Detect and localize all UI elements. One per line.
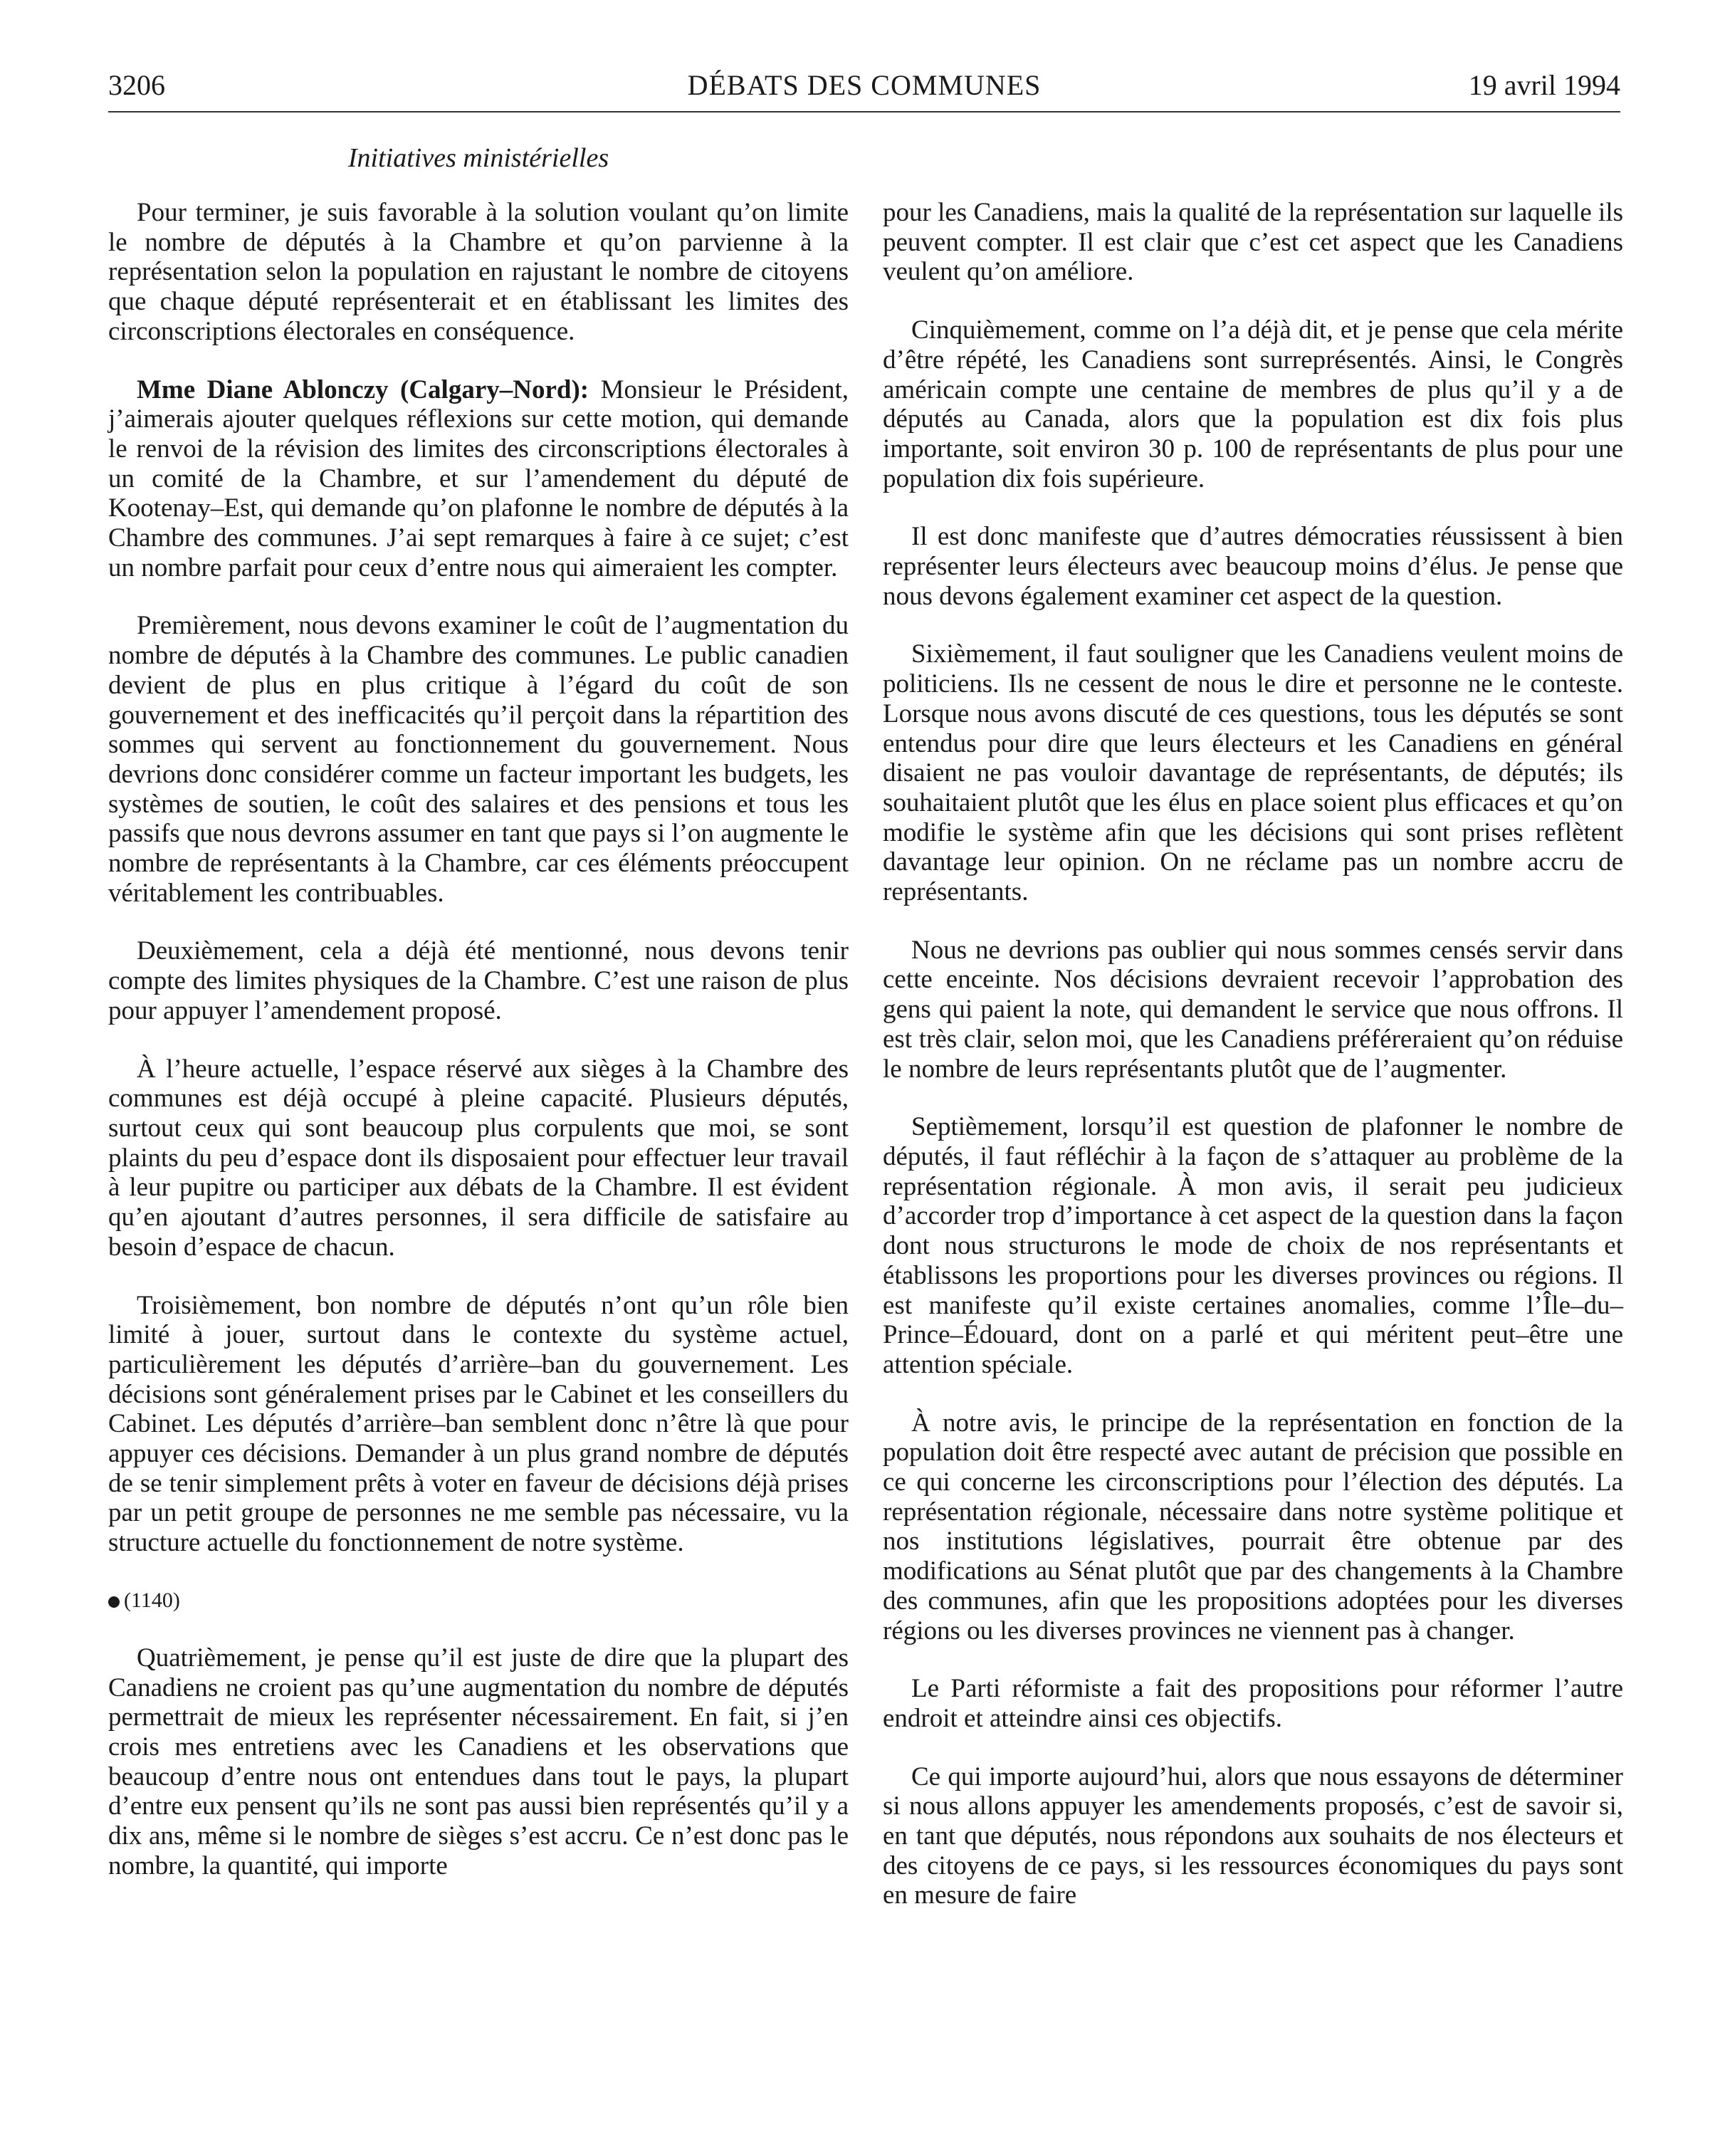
paragraph: À l’heure actuelle, l’espace réservé aux sièges à la Chambre des communes est déjà occupé à pleine capacité. Plusieurs députés, surtout ceux qui sont beaucoup plus corpulents que moi, se sont plaints du peu d’espace dont ils disposaient pour effectuer leur travail à leur pupitre ou participer aux débats de la Chambre. Il est évident qu’en ajoutant d’autres personnes, il sera difficile de satisfaire au besoin d’espace de chacun.	[108, 1054, 849, 1262]
paragraph: À notre avis, le principe de la représentation en fonction de la population doit être respecté avec autant de précision que possible en ce qui concerne les circonscriptions pour l’élection des députés. La représentation régionale, nécessaire dans notre système politique et nos institutions législatives, pourrait être obtenue par des modifications au Sénat plutôt que par des changements à la Chambre des communes, afin que les propositions adoptées pour les diverses régions ou les diverses provinces ne viennent pas à changer.	[883, 1408, 1623, 1645]
timestamp-text: (1140)	[124, 1588, 180, 1612]
timestamp-marker	[108, 1586, 849, 1615]
left-column	[108, 198, 849, 1909]
paragraph: pour les Canadiens, mais la qualité de la représentation sur laquelle ils peuvent compter. Il est clair que c’est cet aspect que les Canadiens veulent qu’on améliore.	[883, 198, 1623, 287]
speech-text: Monsieur le Président, j’aimerais ajouter quelques réflexions sur cette motion, qui demande le renvoi de la révision des limites des circonscriptions électorales à un comité de la Chambre, et sur l’amendement du député de Kootenay–Est, qui demande qu’on plafonne le nombre de députés à la Chambre des communes. J’ai sept remarques à faire à ce sujet; c’est un nombre parfait pour ceux d’entre nous qui aimeraient les compter.	[108, 375, 849, 582]
paragraph: Il est donc manifeste que d’autres démocraties réussissent à bien représenter leurs électeurs avec beaucoup moins d’élus. Je pense que nous devons également examiner cet aspect de la question.	[883, 522, 1623, 611]
speaker-name: Mme Diane Ablonczy (Calgary–Nord):	[137, 375, 589, 404]
section-heading: Initiatives ministérielles	[347, 143, 609, 173]
paragraph: Deuxièmement, cela a déjà été mentionné, nous devons tenir compte des limites physiques de la Chambre. C’est une raison de plus pour appuyer l’amendement proposé.	[108, 936, 849, 1025]
paragraph: Pour terminer, je suis favorable à la solution voulant qu’on limite le nombre de députés à la Chambre et qu’on parvienne à la représentation selon la population en rajustant le nombre de citoyens que chaque député représenterait et en établissant les limites des circonscriptions électorales en conséquence.	[108, 198, 849, 346]
paragraph: Quatrièmement, je pense qu’il est juste de dire que la plupart des Canadiens ne croient pas qu’une augmentation du nombre de députés permettrait de mieux les représenter nécessairement. En fait, si j’en crois mes entretiens avec les Canadiens et les observations que beaucoup d’entre nous ont entendues dans tout le pays, la plupart d’entre eux pensent qu’ils ne sont pas aussi bien représentés qu’il y a dix ans, même si le nombre de sièges s’est accru. Ce n’est donc pas le nombre, la quantité, qui importe	[108, 1643, 849, 1880]
paragraph: Ce qui importe aujourd’hui, alors que nous essayons de déterminer si nous allons appuyer les amendements proposés, c’est de savoir si, en tant que députés, nous répondons aux souhaits de nos électeurs et des citoyens de ce pays, si les ressources économiques du pays sont en mesure de faire	[883, 1762, 1623, 1910]
publication-title: DÉBATS DES COMMUNES	[687, 69, 1042, 101]
publication-date: 19 avril 1994	[1468, 69, 1620, 101]
page-header	[108, 68, 1620, 108]
paragraph: Sixièmement, il faut souligner que les Canadiens veulent moins de politiciens. Ils ne cessent de nous le dire et personne ne le conteste. Lorsque nous avons discuté de ces questions, tous les députés se sont entendus pour dire que leurs électeurs et les Canadiens en général disaient ne pas vouloir davantage de représentants, de députés; ils souhaitaient plutôt que les élus en place soient plus efficaces et qu’on modifie le système afin que les décisions qui sont prises reflètent davantage leur opinion. On ne réclame pas un nombre accru de représentants.	[883, 639, 1623, 907]
paragraph: Cinquièmement, comme on l’a déjà dit, et je pense que cela mérite d’être répété, les Canadiens sont surreprésentés. Ainsi, le Congrès américain compte une centaine de membres de plus qu’il y a de députés au Canada, alors que la population est dix fois plus importante, soit environ 30 p. 100 de représentants de plus pour une population dix fois supérieure.	[883, 315, 1623, 493]
paragraph: Troisièmement, bon nombre de députés n’ont qu’un rôle bien limité à jouer, surtout dans le contexte du système actuel, particulièrement les députés d’arrière–ban du gouvernement. Les décisions sont généralement prises par le Cabinet et les conseillers du Cabinet. Les députés d’arrière–ban semblent donc n’être là que pour appuyer ces décisions. Demander à un plus grand nombre de députés de se tenir simplement prêts à voter en faveur de décisions déjà prises par un petit groupe de personnes ne me semble pas nécessaire, vu la structure actuelle du fonctionnement de notre système.	[108, 1290, 849, 1558]
header-rule	[108, 111, 1620, 112]
page-number: 3206	[108, 69, 165, 101]
right-column	[883, 198, 1623, 1939]
paragraph: Nous ne devrions pas oublier qui nous sommes censés servir dans cette enceinte. Nos décisions devraient recevoir l’approbation des gens qui paient la note, qui demandent le service que nous offrons. Il est très clair, selon moi, que les Canadiens préféreraient qu’on réduise le nombre de leurs représentants plutôt que de l’augmenter.	[883, 935, 1623, 1084]
paragraph: Le Parti réformiste a fait des propositions pour réformer l’autre endroit et atteindre ainsi ces objectifs.	[883, 1674, 1623, 1733]
bullet-icon	[108, 1596, 120, 1608]
paragraph: Premièrement, nous devons examiner le coût de l’augmentation du nombre de députés à la Chambre des communes. Le public canadien devient de plus en plus critique à l’égard du coût de son gouvernement et des inefficacités qu’il perçoit dans la répartition des sommes qui servent au fonctionnement du gouvernement. Nous devrions donc considérer comme un facteur important les budgets, les systèmes de soutien, le coût des salaires et des pensions et tous les passifs que nous devrons assumer en tant que pays si l’on augmente le nombre de représentants à la Chambre, car ces éléments préoccupent véritablement les contribuables.	[108, 611, 849, 908]
paragraph	[108, 375, 849, 583]
paragraph: Septièmement, lorsqu’il est question de plafonner le nombre de députés, il faut réfléchir à la façon de s’attaquer au problème de la représentation régionale. À mon avis, il serait peu judicieux d’accorder trop d’importance à cet aspect de la question dans la façon dont nous structurons le mode de choix de nos représentants et établissons les proportions pour les diverses provinces ou régions. Il est manifeste qu’il existe certaines anomalies, comme l’Île–du–Prince–Édouard, dont on a parlé et qui méritent peut–être une attention spéciale.	[883, 1112, 1623, 1379]
